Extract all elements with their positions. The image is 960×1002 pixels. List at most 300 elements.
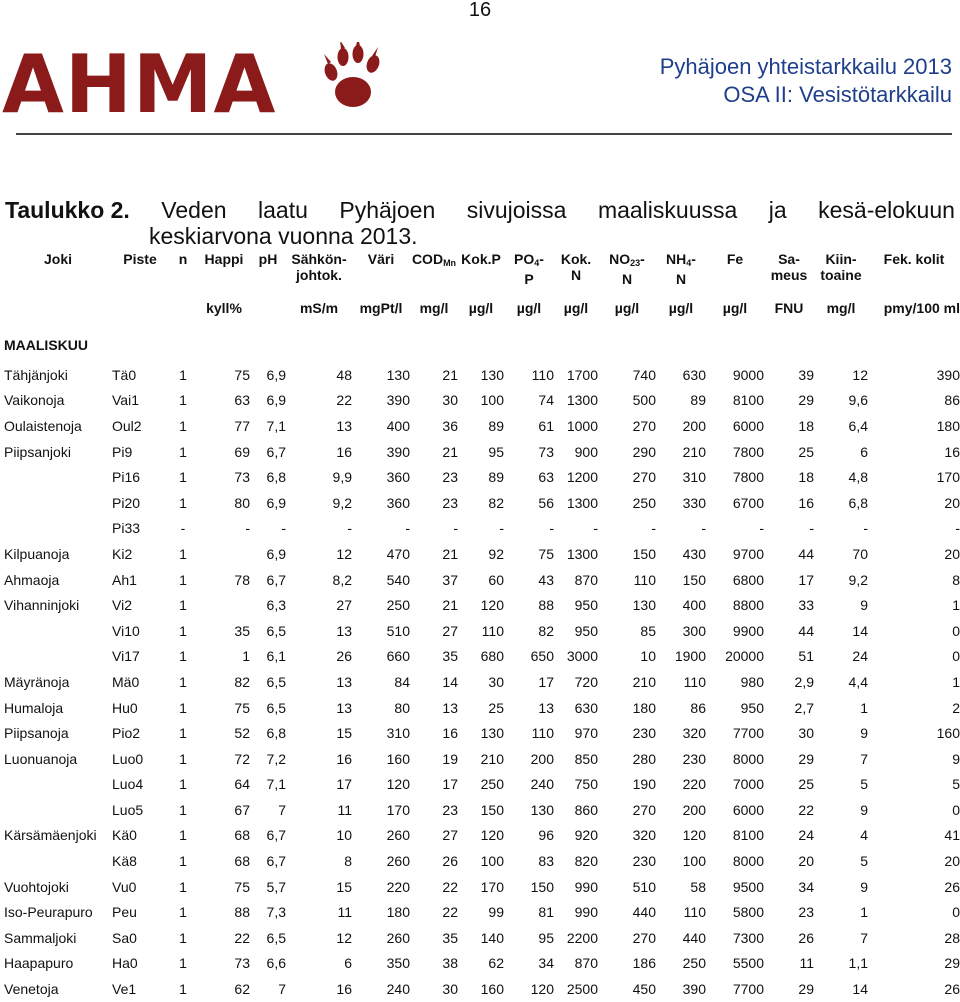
unit-cell (4, 289, 112, 327)
table-cell: 1000 (566, 417, 598, 434)
table-row (4, 951, 960, 977)
table-cell: 80 (234, 494, 250, 511)
table-cell: 110 (531, 725, 554, 742)
table-cell: Luo4 (112, 776, 144, 793)
table-cell: 230 (632, 853, 656, 870)
table-cell: 6800 (732, 571, 764, 588)
table-cell: - (453, 520, 458, 537)
caption-word: Veden (161, 197, 227, 223)
table-cell: 0 (952, 648, 960, 665)
table-cell: 30 (798, 725, 814, 742)
table-row (4, 772, 960, 798)
table-cell: 23 (798, 904, 814, 921)
table-cell: 950 (574, 622, 598, 639)
table-cell: 130 (632, 597, 656, 614)
table-cell: Pi16 (112, 469, 141, 486)
table-cell: 44 (798, 622, 814, 639)
table-cell: 7700 (732, 981, 764, 998)
table-cell: 280 (632, 750, 656, 767)
table-cell: 270 (632, 417, 656, 434)
unit-cell (112, 289, 168, 327)
table-cell: 110 (683, 904, 706, 921)
table-cell: 210 (632, 673, 656, 690)
table-cell: 15 (336, 878, 352, 895)
table-cell: 13 (336, 673, 352, 690)
table-cell: 1 (860, 699, 868, 716)
table-cell: 37 (442, 571, 458, 588)
table-cell: 320 (682, 725, 706, 742)
table-cell: - (955, 520, 960, 537)
table-cell: 8100 (732, 827, 764, 844)
table-cell: 360 (386, 494, 410, 511)
unit-cell: µg/l (468, 300, 494, 316)
table-cell: - (759, 520, 764, 537)
table-cell: Venetoja (4, 981, 59, 998)
table-cell: 11 (337, 801, 352, 818)
table-cell: 8800 (732, 597, 764, 614)
table-cell: 9000 (732, 366, 764, 383)
table-cell: 740 (632, 366, 656, 383)
table-cell: Pi20 (112, 494, 141, 511)
table-cell: 1 (860, 904, 868, 921)
table-cell: 89 (488, 469, 504, 486)
table-cell: 88 (234, 904, 250, 921)
table-cell: 67 (234, 801, 250, 818)
table-cell: 7 (278, 801, 286, 818)
table-cell: 72 (234, 750, 250, 767)
table-cell: - (863, 520, 868, 537)
table-cell: 20000 (725, 648, 764, 665)
water-quality-table (4, 251, 960, 1002)
table-cell: 210 (682, 443, 706, 460)
table-cell: 75 (234, 699, 250, 716)
table-cell: 270 (632, 801, 656, 818)
table-cell: 17 (538, 673, 554, 690)
table-cell: 16 (336, 750, 352, 767)
table-cell: 25 (798, 776, 814, 793)
table-cell: 25 (798, 443, 814, 460)
table-cell: 1 (179, 494, 187, 511)
table-cell: 34 (798, 878, 814, 895)
header-row (4, 251, 960, 289)
table-cell: 1300 (566, 545, 598, 562)
table-row (4, 541, 960, 567)
table-cell: 6,5 (266, 929, 286, 946)
table-cell: 1 (179, 673, 187, 690)
table-cell: 24 (798, 827, 814, 844)
table-cell (4, 618, 112, 644)
table-cell: 390 (936, 366, 960, 383)
table-cell: 5,7 (266, 878, 286, 895)
table-cell: 25 (488, 699, 504, 716)
table-cell: 95 (538, 929, 554, 946)
table-cell: Vihanninjoki (4, 597, 80, 614)
logo-text: AHMA (2, 38, 277, 131)
table-cell: 23 (442, 469, 458, 486)
table-cell: Pi33 (112, 520, 141, 537)
table-cell: 6,7 (266, 571, 286, 588)
table-cell: 510 (632, 878, 656, 895)
table-cell: 1 (179, 878, 187, 895)
table-cell: 1,1 (848, 955, 868, 972)
table-cell: 16 (336, 443, 352, 460)
table-cell: 17 (798, 571, 814, 588)
table-cell: 180 (386, 904, 410, 921)
table-cell: - (180, 520, 186, 537)
table-cell: 250 (632, 494, 656, 511)
table-cell: - (701, 520, 706, 537)
table-cell: Vaikonoja (4, 392, 65, 409)
table-cell: 350 (386, 955, 410, 972)
table-cell: 180 (632, 699, 656, 716)
table-cell: 6,7 (266, 853, 286, 870)
table-cell: 200 (682, 801, 706, 818)
table-cell: 8000 (732, 750, 764, 767)
table-cell: 120 (480, 827, 504, 844)
table-cell: 270 (632, 929, 656, 946)
table-cell: Vi17 (112, 648, 140, 665)
table-cell: 1 (179, 776, 187, 793)
table-cell: 1 (179, 597, 187, 614)
caption-label: Taulukko 2. (5, 197, 130, 223)
table-row (4, 592, 960, 618)
table-cell: 6700 (732, 494, 764, 511)
table-cell: 870 (574, 955, 598, 972)
table-cell: 81 (538, 904, 554, 921)
table-cell: 68 (234, 853, 250, 870)
table-cell: 990 (574, 878, 598, 895)
table-cell: 390 (682, 981, 706, 998)
unit-cell: mS/m (299, 300, 339, 316)
table-cell: 1 (179, 981, 187, 998)
table-cell: 22 (442, 904, 458, 921)
table-cell: 21 (442, 545, 458, 562)
table-cell: 6,3 (266, 597, 286, 614)
table-cell: 650 (530, 648, 554, 665)
table-cell: 38 (442, 955, 458, 972)
table-row (4, 925, 960, 951)
table-cell: 85 (640, 622, 656, 639)
table-cell: 14 (852, 622, 868, 639)
table-cell: 6,7 (266, 827, 286, 844)
table-cell: 30 (442, 981, 458, 998)
table-cell: 6,8 (266, 725, 286, 742)
table-cell: 250 (386, 597, 410, 614)
table-cell: 320 (632, 827, 656, 844)
table-cell: 110 (683, 673, 706, 690)
table-cell: 240 (530, 776, 554, 793)
table-cell: 1 (179, 827, 187, 844)
table-cell (198, 541, 250, 567)
table-row (4, 464, 960, 490)
table-cell: 1 (179, 469, 187, 486)
table-cell: 9,9 (332, 469, 352, 486)
table-cell: 820 (574, 853, 598, 870)
table-cell: 720 (574, 673, 598, 690)
table-cell: 500 (632, 392, 656, 409)
table-cell: Pio2 (112, 725, 141, 742)
table-cell: 160 (480, 981, 504, 998)
table-cell: 8100 (732, 392, 764, 409)
table-cell: 120 (682, 827, 706, 844)
table-cell: 73 (234, 955, 250, 972)
table-cell: 13 (336, 699, 352, 716)
table-cell: 1 (179, 545, 187, 562)
table-cell: - (809, 520, 814, 537)
table-cell: 74 (538, 392, 554, 409)
table-cell: 1 (179, 904, 187, 921)
section-label: MAALISKUU (4, 336, 88, 353)
table-cell: 900 (574, 443, 598, 460)
table-cell: 310 (386, 725, 410, 742)
table-cell: 260 (386, 853, 410, 870)
table-cell: 630 (682, 366, 706, 383)
table-cell: 18 (798, 469, 814, 486)
table-caption (5, 197, 955, 249)
table-row (4, 720, 960, 746)
table-cell: 1 (179, 392, 187, 409)
table-cell: 850 (574, 750, 598, 767)
table-cell: Vi2 (112, 597, 132, 614)
table-cell: 660 (386, 648, 410, 665)
table-cell: Ah1 (112, 571, 137, 588)
table-cell: 9,2 (848, 571, 868, 588)
unit-cell: FNU (774, 300, 804, 316)
table-cell: 22 (442, 878, 458, 895)
table-row (4, 439, 960, 465)
table-cell: 6 (344, 955, 352, 972)
table-cell: Iso-Peurapuro (4, 904, 93, 921)
table-cell: 63 (538, 469, 554, 486)
table-cell: 10 (336, 827, 352, 844)
table-cell: 27 (442, 622, 458, 639)
table-cell: 1 (179, 622, 187, 639)
table-cell: Mäyränoja (4, 673, 70, 690)
section-row (4, 327, 960, 362)
unit-cell: kyll% (206, 300, 242, 316)
table-cell: 860 (574, 801, 598, 818)
table-cell: 5500 (732, 955, 764, 972)
table-cell: 56 (538, 494, 554, 511)
table-row (4, 644, 960, 670)
table-cell: - (593, 520, 598, 537)
table-cell: 9,2 (332, 494, 352, 511)
table-cell: Vi10 (112, 622, 140, 639)
table-cell: 9 (860, 725, 868, 742)
unit-cell: µg/l (563, 300, 589, 316)
table-cell (198, 592, 250, 618)
table-cell: 21 (442, 443, 458, 460)
table-cell: 1 (952, 597, 960, 614)
table-cell: 15 (336, 725, 352, 742)
header-piste: Piste (123, 251, 157, 267)
table-cell: 290 (632, 443, 656, 460)
table-cell: 510 (386, 622, 410, 639)
table-row (4, 388, 960, 414)
table-cell: 990 (574, 904, 598, 921)
table-cell: Vu0 (112, 878, 137, 895)
table-cell: Peu (112, 904, 137, 921)
table-cell: 73 (234, 469, 250, 486)
table-cell: 9900 (732, 622, 764, 639)
table-cell: 17 (336, 776, 352, 793)
table-cell: 70 (852, 545, 868, 562)
table-cell: 2,9 (794, 673, 814, 690)
table-cell: 310 (682, 469, 706, 486)
table-row (4, 695, 960, 721)
table-cell: 170 (386, 801, 410, 818)
table-cell: 30 (488, 673, 504, 690)
table-cell: 6,1 (266, 648, 286, 665)
table-cell: 96 (538, 827, 554, 844)
table-cell: 2500 (566, 981, 598, 998)
table-cell: 8 (952, 571, 960, 588)
header-divider (16, 133, 952, 135)
table-cell: 1 (179, 699, 187, 716)
table-cell: 9 (860, 597, 868, 614)
table-row (4, 567, 960, 593)
table-cell: 1 (242, 648, 250, 665)
table-cell: Luo5 (112, 801, 144, 818)
table-row (4, 490, 960, 516)
table-cell: 970 (574, 725, 598, 742)
table-cell: 130 (480, 366, 504, 383)
table-cell: 41 (944, 827, 960, 844)
table-cell: 26 (336, 648, 352, 665)
table-row (4, 618, 960, 644)
unit-cell: µg/l (722, 300, 748, 316)
table-row (4, 669, 960, 695)
table-cell: 630 (574, 699, 598, 716)
table-cell: 48 (336, 366, 352, 383)
table-cell: 13 (336, 622, 352, 639)
table-cell: Ha0 (112, 955, 138, 972)
table-cell: 11 (799, 955, 814, 972)
table-cell: 3000 (566, 648, 598, 665)
table-cell: Piipsanoja (4, 725, 69, 742)
table-cell: 69 (234, 443, 250, 460)
table-cell: 7,1 (266, 417, 286, 434)
table-cell: 22 (798, 801, 814, 818)
table-cell: 89 (488, 417, 504, 434)
table-cell: 8,2 (332, 571, 352, 588)
table-cell: 6,5 (266, 622, 286, 639)
table-cell: 62 (488, 955, 504, 972)
table-cell: 77 (234, 417, 250, 434)
table-row (4, 413, 960, 439)
table-cell: 10 (640, 648, 656, 665)
table-cell: 7800 (732, 469, 764, 486)
table-cell: 230 (632, 725, 656, 742)
table-cell: - (499, 520, 504, 537)
table-cell: 7800 (732, 443, 764, 460)
header-sahkonjohtokyky: Sähkön- johtok. (291, 251, 347, 283)
table-cell: Kilpuanoja (4, 545, 70, 562)
header-n: n (178, 251, 188, 267)
table-cell: 540 (386, 571, 410, 588)
table-cell: 7000 (732, 776, 764, 793)
header-nh4n: $NH_4-$ N (666, 251, 696, 287)
table-cell: 22 (336, 392, 352, 409)
table-cell: 4,4 (848, 673, 868, 690)
table-cell: Sa0 (112, 929, 137, 946)
table-cell: 160 (936, 725, 960, 742)
report-header (660, 53, 952, 109)
table-cell: 5 (952, 776, 960, 793)
table-row (4, 516, 960, 542)
table-cell: 1 (179, 955, 187, 972)
table-cell: 20 (944, 494, 960, 511)
table-cell: 18 (798, 417, 814, 434)
table-cell: 0 (952, 801, 960, 818)
header-no23n: $NO_{23}-$ N (609, 251, 645, 287)
table-cell: 26 (442, 853, 458, 870)
caption-word: ja (768, 197, 787, 223)
table-cell: 6,8 (848, 494, 868, 511)
table-cell: 100 (682, 853, 706, 870)
table-cell: 61 (538, 417, 554, 434)
table-cell: - (281, 520, 286, 537)
unit-cell: mg/l (826, 300, 856, 316)
table-cell: 7,2 (266, 750, 286, 767)
table-cell: 9,6 (848, 392, 868, 409)
table-cell: 6 (860, 443, 868, 460)
header-ph: pH (258, 251, 278, 267)
table-cell: Humaloja (4, 699, 64, 716)
table-cell: 1 (179, 725, 187, 742)
header-po4p: $PO_4-$ P (514, 251, 544, 287)
table-cell: 140 (480, 929, 504, 946)
table-cell: 5 (860, 776, 868, 793)
table-row (4, 874, 960, 900)
header-fe: Fe (726, 251, 744, 267)
header-fek-kolit: Fek. kolit (883, 251, 945, 267)
table-cell: 1200 (566, 469, 598, 486)
table-cell: 230 (682, 750, 706, 767)
table-cell: 870 (574, 571, 598, 588)
table-cell: 78 (234, 571, 250, 588)
caption-line2: keskiarvona vuonna 2013. (149, 223, 418, 249)
table-cell: 82 (488, 494, 504, 511)
table-cell: 20 (944, 853, 960, 870)
table-cell: 83 (538, 853, 554, 870)
table-cell: 6,4 (848, 417, 868, 434)
table-cell: 120 (480, 597, 504, 614)
table-cell: Haapapuro (4, 955, 74, 972)
table-cell: 240 (386, 981, 410, 998)
table-cell: 950 (740, 699, 764, 716)
table-cell: Vai1 (112, 392, 139, 409)
table-cell: 360 (386, 469, 410, 486)
table-cell: 29 (798, 750, 814, 767)
table-cell: 1 (179, 929, 187, 946)
header-kiintoaine: Kiin- toaine (820, 251, 862, 283)
unit-cell: mgPt/l (359, 300, 403, 316)
table-cell (4, 848, 112, 874)
table-cell: 7 (278, 981, 286, 998)
table-cell: 7 (860, 750, 868, 767)
table-row (4, 848, 960, 874)
table-cell: 13 (442, 699, 458, 716)
table-cell: 75 (234, 878, 250, 895)
table-cell: 35 (234, 622, 250, 639)
unit-cell (250, 289, 286, 327)
table-cell: 9 (860, 801, 868, 818)
header-vari: Väri (367, 251, 395, 267)
table-cell: 30 (442, 392, 458, 409)
table-cell: 1900 (674, 648, 706, 665)
table-cell: Tä0 (112, 366, 137, 383)
